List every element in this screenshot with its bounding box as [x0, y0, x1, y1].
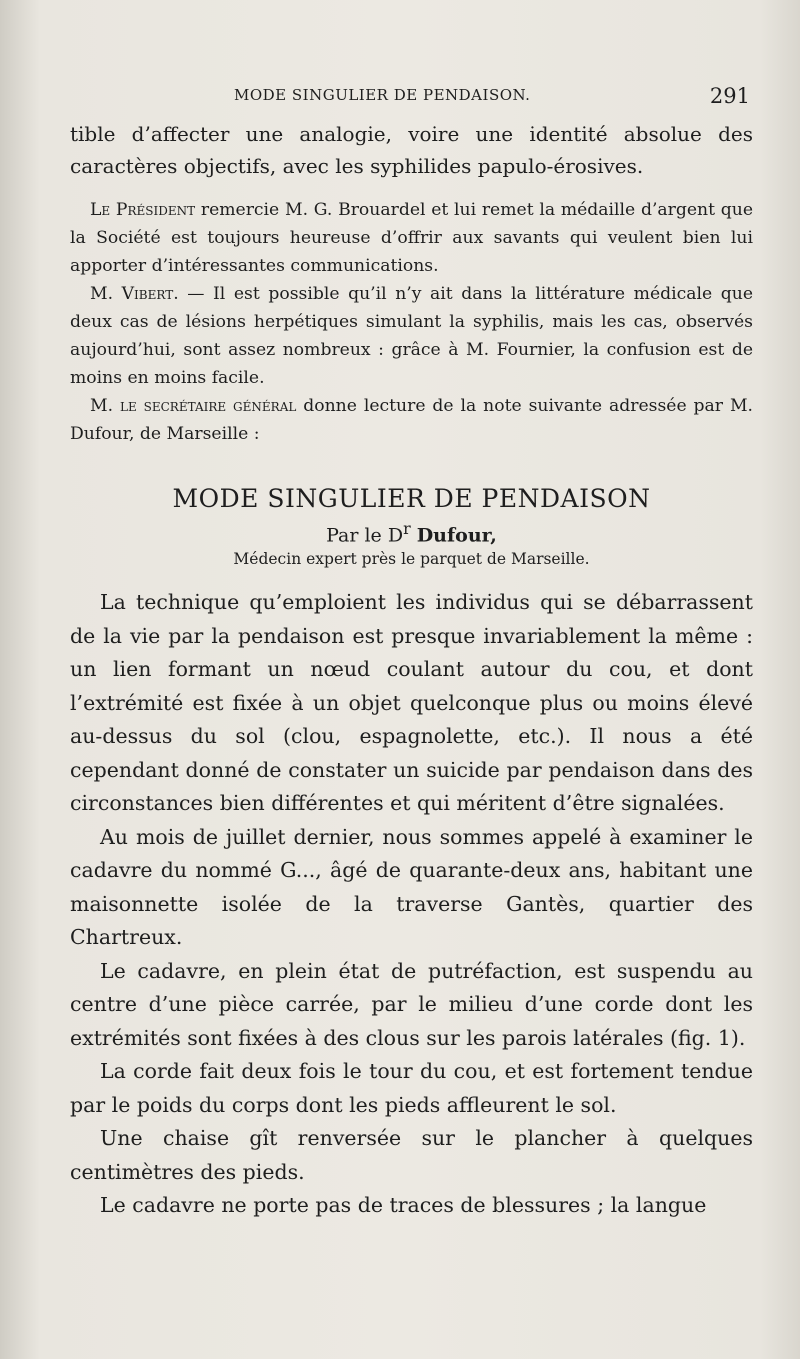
article-paragraph-2: Au mois de juillet dernier, nous sommes appelé à examiner le cadavre du nommé G..., âgé de quarante-deux ans, habitant une maisonnette isolée de la traverse Gantès, quartier des Chartreux. — [70, 824, 753, 950]
author-affiliation: Médecin expert près le parquet de Marseille. — [233, 550, 590, 569]
speaker-prefix: M. — [90, 284, 122, 304]
page-number: 291 — [709, 84, 750, 108]
intro-paragraph-1: tible d’affecter une analogie, voire une identité absolue des caractères objectifs, avec les syphilides papulo-érosives. — [70, 122, 753, 178]
speaker-president: Le Président — [90, 200, 196, 220]
article-paragraph-5: Une chaise gît renversée sur le plancher à quelques centimètres des pieds. — [70, 1126, 753, 1184]
article-title: MODE SINGULIER DE PENDAISON — [172, 484, 651, 513]
intro-paragraph-2-text: remercie M. G. Brouardel et lui remet la médaille d’argent que la Société est toujours heureuse d’offrir aux savants qui veulent bien lui apporter d’intéressantes communications. — [70, 200, 754, 276]
intro-paragraph-3 — [70, 280, 753, 392]
author-name: Dufour, — [416, 524, 497, 547]
article-paragraph-3: Le cadavre, en plein état de putréfaction, est suspendu au centre d’une pièce carrée, par le milieu d’une corde dont les extrémités sont fixées à des clous sur les parois latérales (fig. 1). — [70, 958, 753, 1050]
article-paragraph-4: La corde fait deux fois le tour du cou, et est fortement tendue par le poids du corps dont les pieds affleurent le sol. — [70, 1059, 753, 1117]
speaker-vibert: Vibert — [121, 284, 174, 304]
intro-paragraph-4-text: donne lecture de la note suivante adressée par M. Dufour, de Marseille : — [70, 396, 754, 444]
byline — [70, 519, 753, 546]
speaker-secretary: le secrétaire général — [119, 396, 297, 416]
speaker-prefix: M. — [90, 396, 120, 416]
intro-paragraph-4 — [70, 392, 753, 448]
page-header — [70, 84, 750, 112]
intro-paragraph-2 — [70, 196, 753, 280]
byline-sup: r — [403, 519, 411, 538]
intro-paragraph-3-text: . — Il est possible qu’il n’y ait dans la littérature médicale que deux cas de lésions herpétiques simulant la syphilis, mais les cas, observés aujourd’hui, sont assez nombreux : grâce à M. Fournier, la confusion est de moins en moins facile. — [70, 284, 753, 388]
body-text — [70, 118, 753, 1223]
article-paragraph-1: La technique qu’emploient les individus qui se débarrassent de la vie par la pendaison est presque invariablement la même : un lien formant un nœud coulant autour du cou, et dont l’extrémité est fixée à un objet quelconque plus ou moins élevé au-dessus du sol (clou, espagnolette, etc.). Il nous a été cependant donné de constater un suicide par pendaison dans des circonstances bien différentes et qui méritent d’être signalées. — [70, 590, 753, 816]
article-paragraph-6: Le cadavre ne porte pas de traces de blessures ; la langue — [100, 1193, 707, 1218]
byline-prefix: Par le D — [326, 524, 404, 547]
running-head: MODE SINGULIER DE PENDAISON. — [234, 86, 531, 104]
